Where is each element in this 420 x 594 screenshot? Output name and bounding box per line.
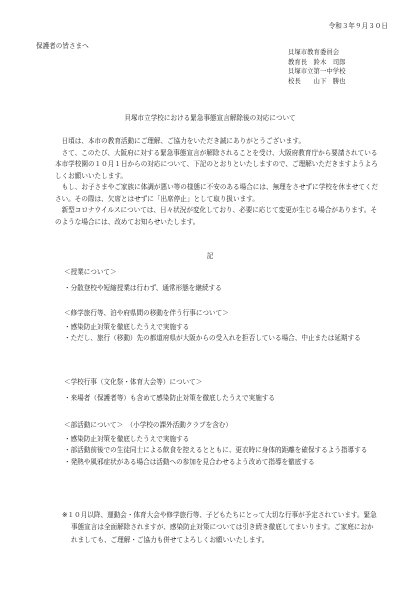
section-heading: ＜修学旅行等、泊や府県間の移動を伴う行事について＞	[64, 309, 229, 317]
section-heading: ＜部活動について＞ （小学校の課外活動クラブを含む）	[64, 421, 233, 429]
body-paragraph: もし、お子さまやご家族に体調が悪い等の様態に不安のある場合には、無理をさせずに学校を休ませてください。その際は、欠席とはせずに「出席停止」として取り扱います。	[55, 183, 379, 203]
section-item: ・感染防止対策を徹底したうえで実施する	[64, 323, 190, 331]
section-item: ・感染防止対策を徹底したうえで実施する	[64, 435, 190, 443]
issuer-principal: 校長 山下 勝也	[288, 76, 346, 85]
section-item: ・発熱や風邪症状がある場合は活動への参加を見合わせるよう改めて指導を徹底する	[64, 457, 315, 466]
section-item: ・部活動前後での生徒同士による飲食を控えるとともに、更衣時に身体的距離を確保するよう指導する	[64, 446, 368, 455]
section-item: ・来場者（保護者等）も含めて感染防止対策を徹底したうえで実施する	[64, 394, 275, 402]
section-school-trips	[64, 309, 380, 345]
issuer-block	[288, 48, 380, 86]
body-paragraph: さて、このたび、大阪府に対する緊急事態宣言が解除されることを受け、大阪府教育庁から要請されている本市学校園の１０月１日からの対応について、下記のとおりといたしますので、ご理解いただきますようよろしくお願いいたします。	[55, 148, 378, 180]
section-school-events	[64, 378, 380, 404]
section-classes	[64, 268, 380, 294]
section-item: ・ただし、旅行（移動）先の都道府県が大阪からの受入れを拒否している場合、中止または延期する	[64, 334, 361, 343]
note-text: ※１０月以降、運動会・体育大会や修学旅行等、子どもたちにとって大切な行事が予定されています。緊急事態宣言は全面解除されますが、感染防止対策については引き続き徹底してまいります。ご家庭におかれましても、ご理解・ご協力も併せてよろしくお願いいたします。	[62, 511, 377, 544]
section-club-activities	[64, 421, 380, 468]
body-paragraph: 新型コロナウイルスについては、日々状況が変化しており、必要に応じて変更が生じる場合があります。そのような場合には、改めてお知らせいたします。	[55, 206, 378, 226]
issuer-org: 貝塚市教育委員会	[288, 48, 340, 56]
document-title: 貝塚市立学校における緊急事態宣言解除後の対応について	[124, 114, 296, 122]
issuer-school: 貝塚市立第一中学校	[288, 67, 346, 76]
addressee: 保護者の皆さまへ	[36, 42, 89, 50]
issuer-superintendent: 教育長 鈴木 司郎	[288, 57, 346, 66]
section-item: ・分散登校や短縮授業は行わず、通常形態を継続する	[64, 284, 222, 292]
closing-note	[62, 509, 380, 546]
ki-heading: 記	[206, 252, 214, 260]
body-paragraph: 日頃は、本市の教育活動にご理解、ご協力をいただき誠にありがとうございます。	[61, 137, 306, 145]
issue-date: 令和３年９月３０日	[328, 22, 388, 30]
body-text	[55, 136, 379, 228]
section-heading: ＜授業について＞	[64, 268, 117, 276]
section-heading: ＜学校行事（文化祭・体育大会等）について＞	[64, 378, 203, 386]
